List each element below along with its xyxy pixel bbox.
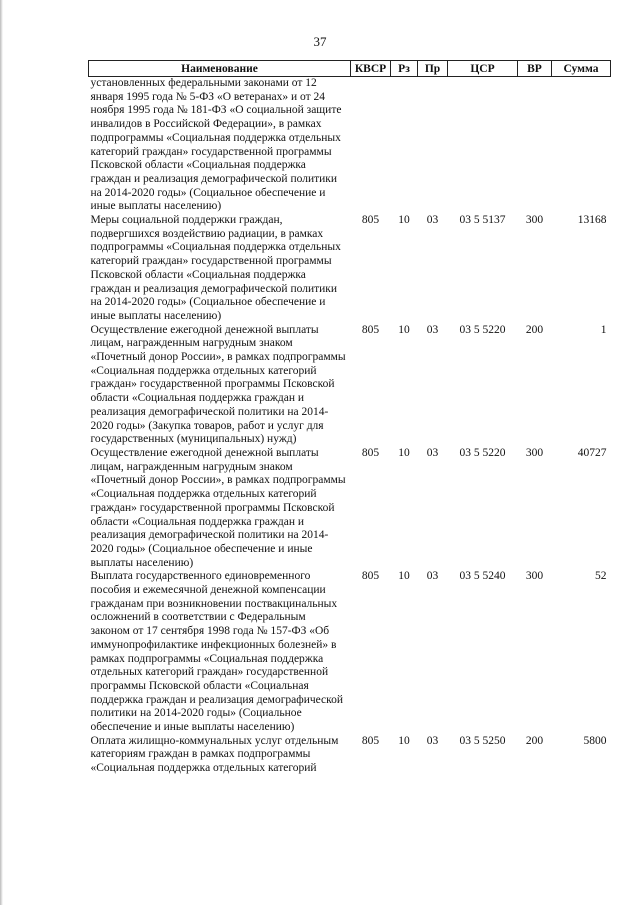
table-row — [89, 447, 611, 570]
header-name: Наименование — [89, 61, 351, 77]
row-kvsr: 805 — [361, 446, 380, 459]
row-csr: 03 5 5220 — [459, 446, 506, 459]
header-kvsr: КВСР — [351, 61, 391, 77]
row-vr — [518, 77, 552, 215]
row-sum: 40727 — [577, 446, 607, 459]
row-rz — [391, 77, 418, 215]
row-pr: 03 — [426, 446, 439, 459]
row-csr — [448, 77, 518, 215]
row-csr: 03 5 5240 — [459, 570, 506, 583]
row-pr: 03 — [426, 734, 439, 747]
row-rz: 10 — [398, 323, 410, 336]
table-row — [89, 214, 611, 324]
row-csr: 03 5 5250 — [459, 734, 506, 747]
row-sum — [552, 77, 611, 215]
row-kvsr: 805 — [361, 323, 380, 336]
table-row — [89, 324, 611, 447]
row-vr: 300 — [525, 570, 544, 583]
row-rz: 10 — [398, 446, 410, 459]
row-kvsr: 805 — [361, 214, 380, 227]
header-vr: ВР — [518, 61, 552, 77]
row-vr: 300 — [525, 214, 544, 227]
row-name: Выплата государственного единовременного пособия и ежемесячной денежной компенсации гражданам при возникновении поствакцинальных осложнений в соответствии с Федеральным законом от 17 сентября 1998 года № 157-ФЗ «Об иммунопрофилактике инфекционных болезней» в рамках подпрограммы «Социальная поддержка отдельных категорий граждан» государственной программы Псковской области «Социальная поддержка граждан и реализация демографической политики на 2014-2020 годы» (Социальное обеспечение и иные выплаты населению) — [90, 570, 344, 734]
header-pr: Пр — [418, 61, 448, 77]
row-sum: 52 — [595, 570, 607, 583]
header-sum: Сумма — [552, 61, 611, 77]
row-name: Оплата жилищно-коммунальных услуг отдельным категориям граждан в рамках подпрограммы «Социальная поддержка отдельных категорий — [90, 734, 339, 775]
row-pr: 03 — [426, 214, 439, 227]
row-name: установленных федеральными законами от 12 января 1995 года № 5-ФЗ «О ветеранах» и от 24 ноября 1995 года № 181-ФЗ «О социальной защите инвалидов в Российской Федерации», в рамках подпрограммы «Социальная поддержка отдельных категорий граждан» государственной программы Псковской области «Социальная поддержка граждан и реализация демографической политики на 2014-2020 годы» (Социальное обеспечение и иные выплаты населению) — [90, 77, 342, 213]
row-kvsr: 805 — [361, 734, 380, 747]
page-number: 37 — [313, 34, 327, 49]
row-pr: 03 — [426, 570, 439, 583]
row-csr: 03 5 5137 — [459, 214, 506, 227]
row-pr — [418, 77, 448, 215]
row-name: Осуществление ежегодной денежной выплаты лицам, награжденным нагрудным знаком «Почетный донор России», в рамках подпрограммы «Социальная поддержка отдельных категорий граждан» государственной программы Псковской области «Социальная поддержка граждан и реализация демографической политики на 2014-2020 годы» (Социальное обеспечение и иные выплаты населению) — [90, 446, 346, 569]
header-csr: ЦСР — [448, 61, 518, 77]
table-row — [89, 77, 611, 215]
row-pr: 03 — [426, 323, 439, 336]
row-sum: 5800 — [583, 734, 607, 747]
row-sum: 1 — [600, 323, 607, 336]
row-sum: 13168 — [577, 214, 607, 227]
row-vr: 200 — [525, 323, 544, 336]
row-name: Меры социальной поддержки граждан, подвергшихся воздействию радиации, в рамках подпрограммы «Социальная поддержка отдельных категорий граждан» государственной программы Псковской области «Социальная поддержка граждан и реализация демографической политики на 2014-2020 годы» (Социальное обеспечение и иные выплаты населению) — [90, 214, 341, 322]
row-rz: 10 — [398, 734, 410, 747]
row-vr: 300 — [525, 446, 544, 459]
row-name: Осуществление ежегодной денежной выплаты лицам, награжденным нагрудным знаком «Почетный донор России», в рамках подпрограммы «Социальная поддержка отдельных категорий граждан» государственной программы Псковской области «Социальная поддержка граждан и реализация демографической политики на 2014-2020 годы» (Закупка товаров, работ и услуг для государственных (муниципальных) нужд) — [90, 323, 346, 446]
table-header-row — [89, 61, 611, 77]
table-row — [89, 570, 611, 734]
row-rz: 10 — [398, 214, 410, 227]
row-rz: 10 — [398, 570, 410, 583]
row-csr: 03 5 5220 — [459, 323, 506, 336]
row-kvsr — [351, 77, 391, 215]
scan-edge — [0, 0, 3, 905]
header-rz: Рз — [391, 61, 418, 77]
row-vr: 200 — [525, 734, 544, 747]
row-kvsr: 805 — [361, 570, 380, 583]
table-row — [89, 735, 611, 776]
budget-table — [88, 60, 611, 776]
